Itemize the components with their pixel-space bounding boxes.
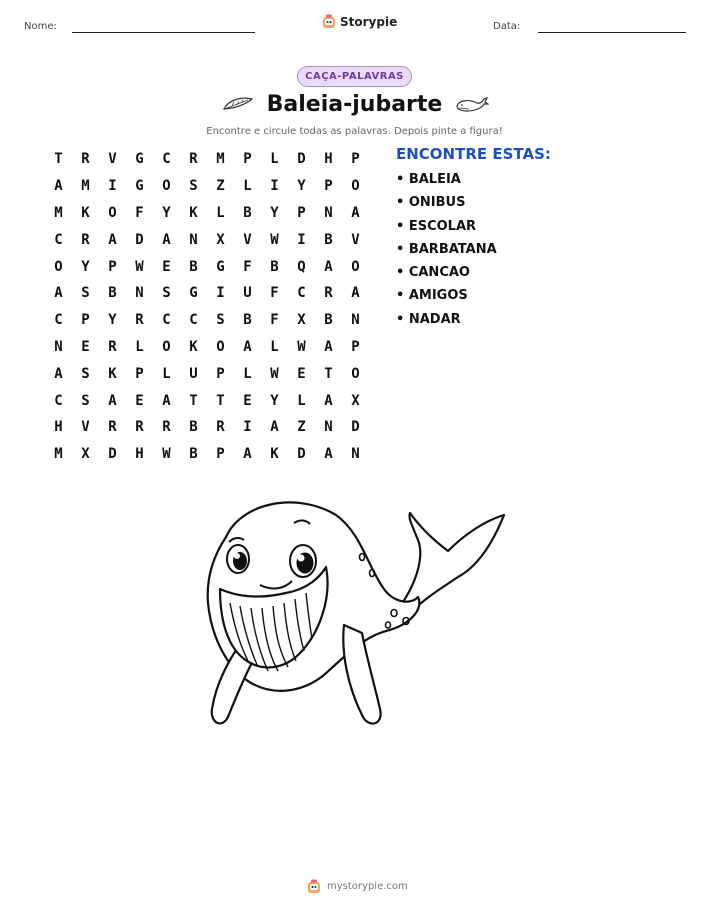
grid-cell[interactable]: R [135, 419, 144, 436]
grid-cell[interactable]: T [189, 392, 198, 409]
grid-cell[interactable]: D [297, 151, 306, 168]
grid-cell[interactable]: V [81, 419, 90, 436]
grid-cell[interactable]: C [189, 312, 198, 329]
grid-cell[interactable]: P [243, 151, 252, 168]
grid-cell[interactable]: L [216, 204, 225, 221]
grid-cell[interactable]: U [243, 285, 252, 302]
grid-cell[interactable]: A [243, 338, 252, 355]
grid-cell[interactable]: S [81, 365, 90, 382]
grid-cell[interactable]: X [297, 312, 306, 329]
grid-cell[interactable]: Y [270, 204, 279, 221]
grid-cell[interactable]: D [351, 419, 360, 436]
whale-illustration [196, 485, 516, 735]
grid-cell[interactable]: D [108, 446, 117, 463]
grid-cell[interactable]: L [162, 365, 171, 382]
grid-cell[interactable]: R [135, 312, 144, 329]
grid-cell[interactable]: A [351, 285, 360, 302]
word-item: • ONIBUS [396, 195, 466, 211]
grid-cell[interactable]: G [135, 151, 144, 168]
grid-cell[interactable]: T [54, 151, 63, 168]
grid-cell[interactable]: N [324, 204, 333, 221]
grid-cell[interactable]: E [243, 392, 252, 409]
grid-cell[interactable]: P [108, 258, 117, 275]
grid-cell[interactable]: G [216, 258, 225, 275]
grid-cell[interactable]: Q [297, 258, 306, 275]
grid-cell[interactable]: R [162, 419, 171, 436]
grid-cell[interactable]: R [324, 285, 333, 302]
grid-cell[interactable]: W [297, 338, 306, 355]
grid-cell[interactable]: N [351, 446, 360, 463]
grid-cell[interactable]: K [81, 204, 90, 221]
grid-cell[interactable]: F [270, 312, 279, 329]
grid-cell[interactable]: B [243, 312, 252, 329]
grid-cell[interactable]: S [81, 285, 90, 302]
grid-cell[interactable]: V [108, 151, 117, 168]
grid-cell[interactable]: L [243, 365, 252, 382]
grid-cell[interactable]: K [189, 204, 198, 221]
grid-cell[interactable]: T [216, 392, 225, 409]
grid-cell[interactable]: K [189, 338, 198, 355]
instructions: Encontre e circule todas as palavras. Depois pinte a figura! [206, 126, 503, 137]
grid-cell[interactable]: N [135, 285, 144, 302]
grid-cell[interactable]: A [162, 231, 171, 248]
grid-cell[interactable]: X [216, 231, 225, 248]
grid-cell[interactable]: R [108, 338, 117, 355]
grid-cell[interactable]: S [189, 178, 198, 195]
grid-cell[interactable]: R [216, 419, 225, 436]
grid-cell[interactable]: N [324, 419, 333, 436]
grid-cell[interactable]: V [243, 231, 252, 248]
grid-cell[interactable]: A [54, 365, 63, 382]
word-item: • BALEIA [396, 172, 461, 187]
grid-cell[interactable]: G [189, 285, 198, 302]
grid-cell[interactable]: B [189, 446, 198, 463]
date-label: Data: [493, 21, 521, 32]
grid-cell[interactable]: A [108, 392, 117, 409]
word-list [396, 171, 497, 334]
grid-cell[interactable]: S [162, 285, 171, 302]
footer [307, 879, 408, 894]
grid-cell[interactable]: N [54, 338, 63, 355]
puzzle-type-badge: CAÇA-PALAVRAS [297, 66, 412, 87]
grid-cell[interactable]: P [324, 178, 333, 195]
grid-cell[interactable]: M [216, 151, 225, 168]
grid-cell[interactable]: X [351, 392, 360, 409]
grid-cell[interactable]: P [216, 365, 225, 382]
grid-cell[interactable]: L [135, 338, 144, 355]
grid-cell[interactable]: X [81, 446, 90, 463]
grid-cell[interactable]: B [270, 258, 279, 275]
grid-cell[interactable]: O [54, 258, 63, 275]
storypie-logo-icon [322, 14, 336, 29]
grid-cell[interactable]: K [270, 446, 279, 463]
grid-cell[interactable]: C [54, 392, 63, 409]
brand-name: Storypie [340, 14, 398, 29]
date-line[interactable] [538, 32, 686, 33]
grid-cell[interactable]: O [108, 204, 117, 221]
grid-cell[interactable]: H [324, 151, 333, 168]
grid-cell[interactable]: S [216, 312, 225, 329]
grid-cell[interactable]: W [162, 446, 171, 463]
grid-cell[interactable]: D [297, 446, 306, 463]
grid-cell[interactable]: Z [297, 419, 306, 436]
grid-cell[interactable]: H [135, 446, 144, 463]
grid-cell[interactable]: P [135, 365, 144, 382]
grid-cell[interactable]: P [297, 204, 306, 221]
grid-cell[interactable]: Z [216, 178, 225, 195]
grid-cell[interactable]: E [162, 258, 171, 275]
grid-cell[interactable]: U [189, 365, 198, 382]
grid-cell[interactable]: C [54, 231, 63, 248]
grid-cell[interactable]: M [54, 446, 63, 463]
word-item: • NADAR [396, 311, 461, 327]
grid-cell[interactable]: M [54, 204, 63, 221]
grid-cell[interactable]: R [108, 419, 117, 436]
grid-cell[interactable]: Y [270, 392, 279, 409]
grid-cell[interactable]: A [243, 446, 252, 463]
grid-cell[interactable]: C [297, 285, 306, 302]
grid-cell[interactable]: N [189, 231, 198, 248]
grid-cell[interactable]: A [270, 419, 279, 436]
grid-cell[interactable]: W [270, 365, 279, 382]
grid-cell[interactable]: F [135, 204, 144, 221]
grid-cell[interactable]: I [216, 285, 225, 302]
grid-cell[interactable]: I [108, 178, 117, 195]
grid-cell[interactable]: P [351, 338, 360, 355]
grid-cell[interactable]: B [108, 285, 117, 302]
grid-cell[interactable]: W [135, 258, 144, 275]
grid-cell[interactable]: A [324, 338, 333, 355]
grid-cell[interactable]: E [297, 365, 306, 382]
grid-cell[interactable]: N [351, 312, 360, 329]
grid-cell[interactable]: P [81, 312, 90, 329]
grid-cell[interactable]: O [162, 178, 171, 195]
grid-cell[interactable]: B [324, 231, 333, 248]
grid-cell[interactable]: L [243, 178, 252, 195]
grid-cell[interactable]: A [54, 178, 63, 195]
grid-cell[interactable]: A [324, 392, 333, 409]
grid-cell[interactable]: Y [162, 204, 171, 221]
grid-cell[interactable]: V [351, 231, 360, 248]
grid-cell[interactable]: P [216, 446, 225, 463]
grid-cell[interactable]: A [324, 446, 333, 463]
grid-cell[interactable]: C [162, 151, 171, 168]
word-item: • AMIGOS [396, 288, 468, 304]
grid-cell[interactable]: L [297, 392, 306, 409]
grid-cell[interactable]: B [189, 419, 198, 436]
grid-cell[interactable]: B [189, 258, 198, 275]
grid-cell[interactable]: A [54, 285, 63, 302]
grid-cell[interactable]: A [162, 392, 171, 409]
page-title: Baleia-jubarte [266, 92, 443, 117]
grid-cell[interactable]: H [54, 419, 63, 436]
grid-cell[interactable]: M [81, 178, 90, 195]
grid-cell[interactable]: O [351, 365, 360, 382]
name-label: Nome: [24, 21, 57, 32]
grid-cell[interactable]: E [135, 392, 144, 409]
grid-cell[interactable]: T [324, 365, 333, 382]
brand [322, 14, 397, 29]
grid-cell[interactable]: E [81, 338, 90, 355]
storypie-logo-icon [307, 879, 321, 894]
grid-cell[interactable]: A [351, 204, 360, 221]
letter-grid[interactable] [45, 146, 369, 468]
grid-cell[interactable]: A [324, 258, 333, 275]
grid-cell[interactable]: O [162, 338, 171, 355]
grid-cell[interactable]: Y [108, 312, 117, 329]
grid-cell[interactable]: F [270, 285, 279, 302]
word-item: • CANCAO [396, 265, 470, 281]
grid-cell[interactable]: L [270, 151, 279, 168]
grid-cell[interactable]: I [297, 231, 306, 248]
grid-cell[interactable]: Y [81, 258, 90, 275]
grid-cell[interactable]: I [270, 178, 279, 195]
grid-cell[interactable]: G [135, 178, 144, 195]
grid-cell[interactable]: W [270, 231, 279, 248]
grid-cell[interactable]: O [351, 258, 360, 275]
grid-cell[interactable]: C [54, 312, 63, 329]
grid-cell[interactable]: R [81, 151, 90, 168]
grid-cell[interactable]: F [243, 258, 252, 275]
name-line[interactable] [72, 32, 255, 33]
grid-cell[interactable]: O [351, 178, 360, 195]
grid-cell[interactable]: C [162, 312, 171, 329]
grid-cell[interactable]: B [324, 312, 333, 329]
grid-cell[interactable]: R [189, 151, 198, 168]
grid-cell[interactable]: A [108, 231, 117, 248]
word-item: • BARBATANA [396, 241, 497, 257]
grid-cell[interactable]: D [135, 231, 144, 248]
grid-cell[interactable]: K [108, 365, 117, 382]
grid-cell[interactable]: B [243, 204, 252, 221]
grid-cell[interactable]: I [243, 419, 252, 436]
grid-cell[interactable]: Y [297, 178, 306, 195]
word-item: • ESCOLAR [396, 218, 477, 234]
grid-cell[interactable]: R [81, 231, 90, 248]
word-list-title: ENCONTRE ESTAS: [396, 145, 551, 163]
grid-cell[interactable]: P [351, 151, 360, 168]
grid-cell[interactable]: S [81, 392, 90, 409]
footer-url[interactable]: mystorypie.com [327, 881, 408, 892]
grid-cell[interactable]: O [216, 338, 225, 355]
whale-icon [455, 96, 489, 114]
grid-cell[interactable]: L [270, 338, 279, 355]
